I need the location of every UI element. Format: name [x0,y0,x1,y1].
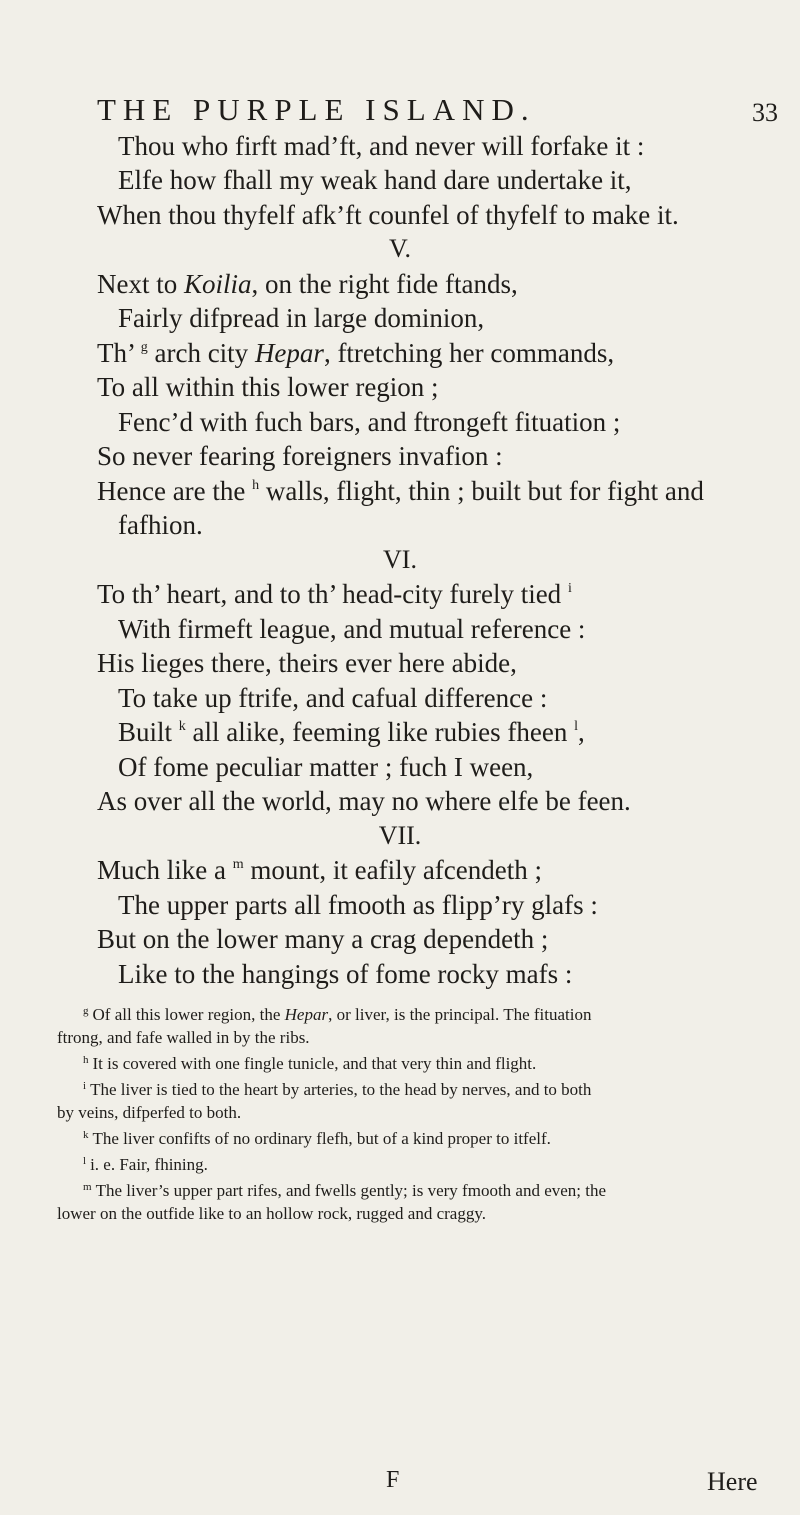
verse-line: Th’ $^g$ arch city Hepar, ftretching her commands, [97,338,615,368]
stanza-numeral: V. [389,234,411,263]
footnote-h: $^h$ It is covered with one fingle tunicle, and that very thin and flight. [83,1054,537,1073]
stanza-numeral: VII. [378,821,422,850]
footnote-k: $^k$ The liver confifts of no ordinary flefh, but of a kind proper to itfelf. [83,1129,551,1148]
verse-line: Elfe how fhall my weak hand dare undertake it, [118,165,632,195]
verse-line: The upper parts all fmooth as flipp’ry glafs : [118,890,598,920]
verse-line: Fairly difpread in large dominion, [118,303,485,333]
verse-line: When thou thyfelf afk’ft counfel of thyfelf to make it. [97,200,679,230]
verse-line: Next to Koilia, on the right fide ftands, [97,269,518,299]
footnote-ref: m [232,857,244,872]
verse-line: To th’ heart, and to th’ head-city furely tied $^i$ [97,579,572,609]
footnote-ref: g [140,340,148,355]
page-number: 33 [752,98,778,127]
signature-mark: F [386,1467,400,1493]
verse-line: Built $^k$ all alike, feeming like rubies fheen $^l$, [118,717,585,747]
running-head: THE PURPLE ISLAND. [97,92,536,127]
footnote-i: $^i$ The liver is tied to the heart by arteries, to the head by nerves, and to both [83,1080,592,1099]
verse-line: With firmeft league, and mutual reference : [118,614,586,644]
footnote-ref: h [252,478,260,493]
verse-line: Like to the hangings of fome rocky mafs : [118,959,573,989]
footnote-g: $^g$ Of all this lower region, the Hepar, or liver, is the principal. The fituation [83,1005,592,1024]
verse-line: Hence are the $^h$ walls, flight, thin ; built but for fight and [97,476,704,506]
verse-line: So never fearing foreigners invafion : [97,441,503,471]
footnote-g-cont: ftrong, and fafe walled in by the ribs. [57,1028,310,1047]
verse-line: Of fome peculiar matter ; fuch I ween, [118,752,534,782]
footnote-i-cont: by veins, difperfed to both. [57,1103,242,1122]
verse-line: Thou who firft mad’ft, and never will forfake it : [118,131,645,161]
verse-line: Fenc’d with fuch bars, and ftrongeft fituation ; [118,407,621,437]
verse-line: To all within this lower region ; [97,372,439,402]
footnotes [57,1000,747,1225]
verse-line: As over all the world, may no where elfe be feen. [97,786,631,816]
verse-line: To take up ftrife, and cafual difference : [118,683,548,713]
footnote-m: $^m$ The liver’s upper part rifes, and fwells gently; is very fmooth and even; the [83,1181,607,1200]
stanza-numeral: VI. [383,545,417,574]
footnote-ref: l [574,719,579,734]
footnote-ref: i [567,581,572,596]
footnote-m-cont: lower on the outfide like to an hollow rock, rugged and craggy. [57,1204,486,1223]
catchword: Here [707,1467,758,1496]
verse-line: But on the lower many a crag dependeth ; [97,924,549,954]
footnote-ref: k [178,719,186,734]
verse-line: Much like a $^m$ mount, it eafily afcendeth ; [97,855,543,885]
footnote-l: $^l$ i. e. Fair, fhining. [83,1155,208,1174]
verse-line: fafhion. [118,510,203,540]
verse-line: His lieges there, theirs ever here abide, [97,648,517,678]
